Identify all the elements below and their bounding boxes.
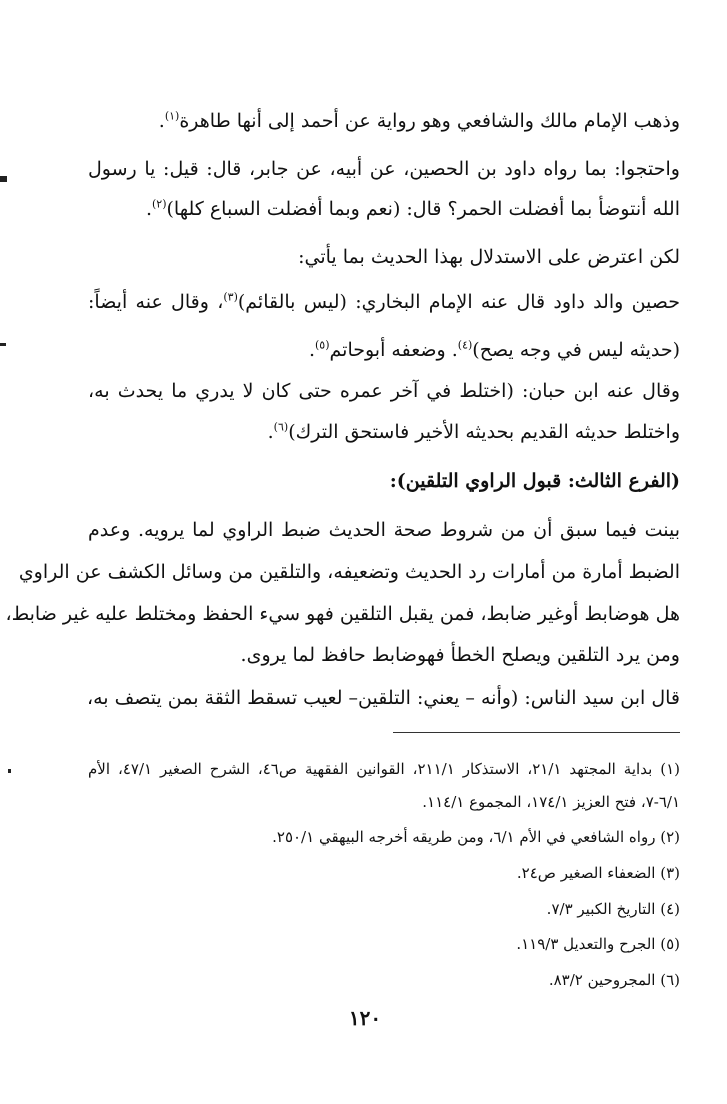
footnote-text: (٦) المجروحين ٨٣/٢. — [548, 971, 680, 989]
body-text-span: ، وقال عنه أيضاً: — [88, 291, 224, 313]
footnote-6 — [88, 971, 680, 989]
footnote-ref-3: (٣) — [223, 290, 238, 304]
body-text-span: الله أنتوضأ بما أفضلت الحمر؟ قال: (نعم وبما أفضلت السباع كلها) — [166, 198, 680, 220]
body-text-span: واحتجوا: بما رواه داود بن الحصين، عن أبيه، عن جابر، قال: قيل: يا رسول — [88, 158, 680, 180]
footnote-ref-6: (٦) — [273, 420, 289, 434]
body-line-5 — [88, 291, 680, 313]
scan-artifact-mark — [8, 769, 11, 773]
body-line-10 — [88, 519, 680, 541]
punctuation: . — [267, 421, 274, 443]
footnote-text: (٤) التاريخ الكبير ٧/٣. — [546, 900, 680, 918]
scan-artifact-mark — [0, 176, 7, 182]
body-text-span: واختلط حديثه القديم بحديثه الأخير فاستحق الترك) — [288, 421, 680, 443]
punctuation: . — [145, 198, 152, 220]
footnote-ref-2: (٢) — [151, 197, 167, 211]
page-number: ١٢٠ — [348, 1006, 382, 1030]
body-line-14 — [88, 687, 680, 709]
body-text-span: الضبط أمارة من أمارات رد الحديث وتضعيفه، والتلقين من وسائل الكشف عن الراوي — [18, 561, 680, 583]
footnote-separator — [393, 732, 680, 733]
footnote-ref-4: (٤) — [457, 338, 473, 352]
footnote-ref-5: (٥) — [315, 338, 330, 352]
body-line-13 — [88, 644, 680, 666]
body-line-11 — [18, 561, 680, 583]
punctuation: . — [158, 110, 165, 132]
footnote-1-line-1 — [88, 760, 680, 778]
body-text-span: بينت فيما سبق أن من شروط صحة الحديث ضبط الراوي لما يرويه. وعدم — [88, 519, 680, 541]
footnote-text: ٦/١-٧، فتح العزيز ١٧٤/١، المجموع ١١٤/١. — [422, 793, 680, 811]
footnote-3 — [88, 864, 680, 882]
body-text-span: حصين والد داود قال عنه الإمام البخاري: (ليس بالقائم) — [237, 291, 681, 313]
footnote-text: (٢) رواه الشافعي في الأم ٦/١، ومن طريقه أخرجه البيهقي ٢٥٠/١. — [272, 828, 680, 846]
body-line-8 — [88, 421, 680, 443]
body-text-span: لكن اعترض على الاستدلال بهذا الحديث بما يأتي: — [298, 246, 680, 268]
footnote-4 — [88, 900, 680, 918]
footnote-1-line-2 — [88, 793, 680, 811]
punctuation: . — [308, 339, 315, 361]
body-line-3 — [88, 198, 680, 220]
body-line-7 — [88, 380, 680, 402]
body-text-span: ومن يرد التلقين ويصلح الخطأ فهوضابط حافظ لما يروى. — [240, 644, 680, 666]
body-text-span: قال ابن سيد الناس: (وأنه – يعني: التلقين– لعيب تسقط الثقة بمن يتصف به، — [86, 687, 680, 709]
footnote-text: (٥) الجرح والتعديل ١١٩/٣. — [516, 935, 680, 953]
body-line-4 — [88, 246, 680, 268]
body-line-1 — [88, 110, 680, 132]
body-text-span: (حديثه ليس في وجه يصح) — [472, 339, 680, 361]
section-heading — [88, 470, 680, 492]
body-line-6 — [88, 339, 680, 361]
body-text-span: وذهب الإمام مالك والشافعي وهو رواية عن أحمد إلى أنها طاهرة — [179, 110, 680, 132]
footnote-text: (١) بداية المجتهد ٢١/١، الاستذكار ٢١١/١، القوانين الفقهية ص٤٦، الشرح الصغير ٤٧/١، الأم — [88, 760, 680, 778]
footnote-ref-1: (١) — [164, 109, 180, 123]
body-text-span: هل هوضابط أوغير ضابط، فمن يقبل التلقين فهو سيء الحفظ ومختلط عليه غير ضابط، — [5, 603, 680, 625]
body-line-12 — [5, 603, 680, 625]
scan-artifact-mark — [0, 343, 6, 346]
footnote-text: (٣) الضعفاء الصغير ص٢٤. — [516, 864, 680, 882]
heading-text: (الفرع الثالث: قبول الراوي التلقين): — [389, 470, 680, 492]
body-text-span: وقال عنه ابن حبان: (اختلط في آخر عمره حتى كان لا يدري ما يحدث به، — [88, 380, 680, 402]
body-line-2 — [88, 158, 680, 180]
body-text-span: . وضعفه أبوحاتم — [329, 339, 458, 361]
footnote-2 — [88, 828, 680, 846]
footnote-5 — [88, 935, 680, 953]
